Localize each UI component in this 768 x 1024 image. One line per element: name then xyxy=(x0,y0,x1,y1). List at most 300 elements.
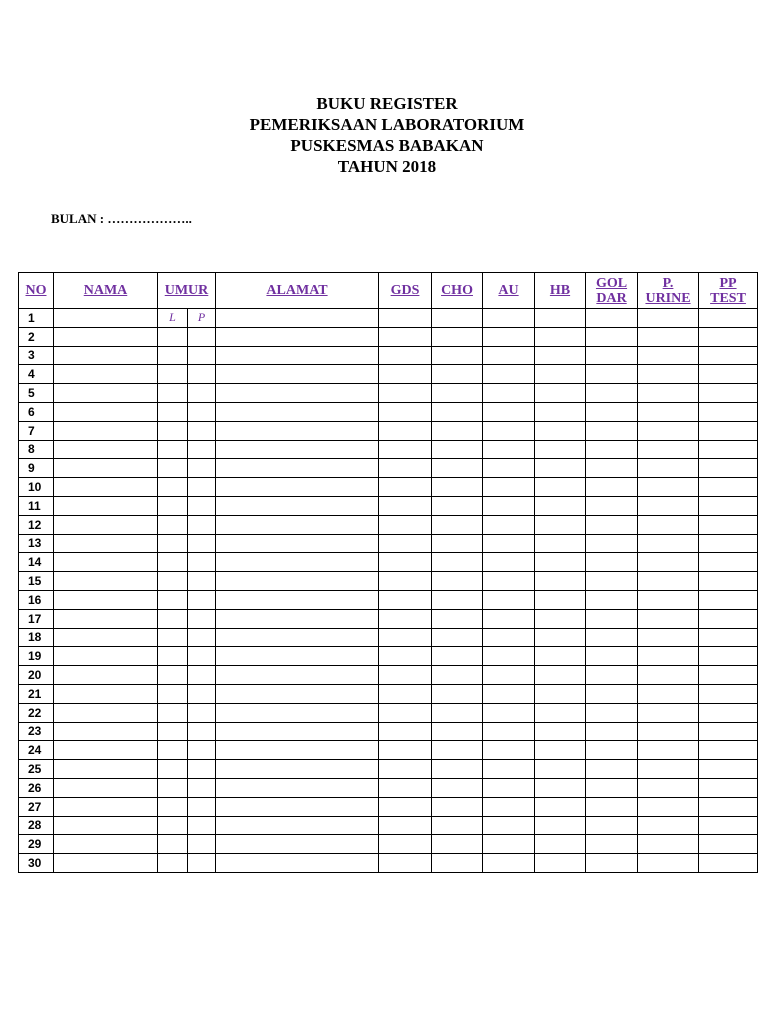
cell-gds[interactable] xyxy=(379,346,432,365)
cell-umur-l[interactable] xyxy=(158,534,188,553)
cell-gds[interactable] xyxy=(379,741,432,760)
cell-hb[interactable] xyxy=(535,365,586,384)
cell-nama[interactable] xyxy=(54,459,158,478)
cell-gds[interactable] xyxy=(379,816,432,835)
cell-p-urine[interactable] xyxy=(638,459,699,478)
cell-umur-l[interactable] xyxy=(158,703,188,722)
cell-nama[interactable] xyxy=(54,590,158,609)
cell-au[interactable] xyxy=(483,496,535,515)
cell-cho[interactable] xyxy=(432,684,483,703)
cell-alamat[interactable] xyxy=(216,459,379,478)
cell-p-urine[interactable] xyxy=(638,346,699,365)
cell-pp-test[interactable] xyxy=(699,534,758,553)
cell-au[interactable] xyxy=(483,628,535,647)
cell-umur-p[interactable] xyxy=(188,590,216,609)
cell-hb[interactable] xyxy=(535,553,586,572)
cell-p-urine[interactable] xyxy=(638,760,699,779)
cell-pp-test[interactable] xyxy=(699,741,758,760)
cell-alamat[interactable] xyxy=(216,515,379,534)
cell-au[interactable] xyxy=(483,515,535,534)
cell-cho[interactable] xyxy=(432,384,483,403)
cell-au[interactable] xyxy=(483,384,535,403)
cell-gds[interactable] xyxy=(379,647,432,666)
cell-umur-l[interactable] xyxy=(158,402,188,421)
cell-hb[interactable] xyxy=(535,703,586,722)
cell-gds[interactable] xyxy=(379,384,432,403)
cell-nama[interactable] xyxy=(54,797,158,816)
cell-hb[interactable] xyxy=(535,440,586,459)
cell-gol-dar[interactable] xyxy=(586,384,638,403)
cell-pp-test[interactable] xyxy=(699,459,758,478)
cell-umur-l[interactable] xyxy=(158,816,188,835)
cell-gol-dar[interactable] xyxy=(586,421,638,440)
cell-hb[interactable] xyxy=(535,684,586,703)
cell-au[interactable] xyxy=(483,816,535,835)
cell-au[interactable] xyxy=(483,459,535,478)
cell-p-urine[interactable] xyxy=(638,854,699,873)
cell-hb[interactable] xyxy=(535,741,586,760)
cell-p-urine[interactable] xyxy=(638,835,699,854)
cell-pp-test[interactable] xyxy=(699,478,758,497)
cell-hb[interactable] xyxy=(535,854,586,873)
cell-gol-dar[interactable] xyxy=(586,609,638,628)
cell-nama[interactable] xyxy=(54,496,158,515)
cell-hb[interactable] xyxy=(535,722,586,741)
cell-p-urine[interactable] xyxy=(638,440,699,459)
cell-umur-p[interactable] xyxy=(188,402,216,421)
cell-gds[interactable] xyxy=(379,590,432,609)
cell-cho[interactable] xyxy=(432,459,483,478)
cell-gds[interactable] xyxy=(379,478,432,497)
cell-alamat[interactable] xyxy=(216,816,379,835)
cell-alamat[interactable] xyxy=(216,421,379,440)
cell-umur-l[interactable] xyxy=(158,854,188,873)
cell-hb[interactable] xyxy=(535,402,586,421)
cell-umur-p[interactable] xyxy=(188,534,216,553)
cell-cho[interactable] xyxy=(432,647,483,666)
cell-gds[interactable] xyxy=(379,515,432,534)
cell-umur-l[interactable] xyxy=(158,835,188,854)
cell-hb[interactable] xyxy=(535,346,586,365)
cell-au[interactable] xyxy=(483,778,535,797)
cell-hb[interactable] xyxy=(535,496,586,515)
cell-gol-dar[interactable] xyxy=(586,402,638,421)
cell-pp-test[interactable] xyxy=(699,797,758,816)
cell-p-urine[interactable] xyxy=(638,534,699,553)
cell-alamat[interactable] xyxy=(216,666,379,685)
cell-gol-dar[interactable] xyxy=(586,760,638,779)
cell-cho[interactable] xyxy=(432,778,483,797)
cell-umur-p[interactable] xyxy=(188,666,216,685)
cell-gds[interactable] xyxy=(379,835,432,854)
cell-au[interactable] xyxy=(483,722,535,741)
cell-alamat[interactable] xyxy=(216,365,379,384)
cell-nama[interactable] xyxy=(54,666,158,685)
cell-umur-p[interactable] xyxy=(188,816,216,835)
cell-cho[interactable] xyxy=(432,666,483,685)
cell-umur-l[interactable] xyxy=(158,553,188,572)
cell-umur-l[interactable] xyxy=(158,421,188,440)
cell-umur-l[interactable] xyxy=(158,628,188,647)
cell-pp-test[interactable] xyxy=(699,327,758,346)
cell-nama[interactable] xyxy=(54,760,158,779)
cell-umur-l[interactable] xyxy=(158,778,188,797)
cell-gds[interactable] xyxy=(379,459,432,478)
cell-p-urine[interactable] xyxy=(638,666,699,685)
cell-umur-l[interactable] xyxy=(158,478,188,497)
cell-umur-p[interactable] xyxy=(188,421,216,440)
cell-nama[interactable] xyxy=(54,741,158,760)
cell-hb[interactable] xyxy=(535,327,586,346)
cell-cho[interactable] xyxy=(432,854,483,873)
cell-pp-test[interactable] xyxy=(699,402,758,421)
cell-au[interactable] xyxy=(483,684,535,703)
cell-umur-p[interactable] xyxy=(188,346,216,365)
cell-gol-dar[interactable] xyxy=(586,496,638,515)
cell-umur-l[interactable] xyxy=(158,797,188,816)
cell-nama[interactable] xyxy=(54,440,158,459)
cell-hb[interactable] xyxy=(535,459,586,478)
cell-nama[interactable] xyxy=(54,365,158,384)
cell-gol-dar[interactable] xyxy=(586,553,638,572)
cell-gds[interactable] xyxy=(379,666,432,685)
cell-gds[interactable] xyxy=(379,797,432,816)
cell-umur-l[interactable] xyxy=(158,515,188,534)
cell-pp-test[interactable] xyxy=(699,496,758,515)
cell-nama[interactable] xyxy=(54,835,158,854)
cell-au[interactable] xyxy=(483,797,535,816)
cell-cho[interactable] xyxy=(432,703,483,722)
cell-gds[interactable] xyxy=(379,572,432,591)
cell-umur-l[interactable] xyxy=(158,327,188,346)
cell-nama[interactable] xyxy=(54,402,158,421)
cell-gol-dar[interactable] xyxy=(586,741,638,760)
cell-umur-l[interactable] xyxy=(158,741,188,760)
cell-p-urine[interactable] xyxy=(638,402,699,421)
cell-au[interactable] xyxy=(483,609,535,628)
cell-au[interactable] xyxy=(483,309,535,328)
cell-gol-dar[interactable] xyxy=(586,590,638,609)
cell-pp-test[interactable] xyxy=(699,647,758,666)
cell-pp-test[interactable] xyxy=(699,760,758,779)
cell-gds[interactable] xyxy=(379,778,432,797)
cell-au[interactable] xyxy=(483,760,535,779)
cell-hb[interactable] xyxy=(535,835,586,854)
cell-au[interactable] xyxy=(483,741,535,760)
cell-umur-p[interactable] xyxy=(188,703,216,722)
cell-hb[interactable] xyxy=(535,778,586,797)
cell-gol-dar[interactable] xyxy=(586,666,638,685)
cell-pp-test[interactable] xyxy=(699,346,758,365)
cell-au[interactable] xyxy=(483,572,535,591)
cell-p-urine[interactable] xyxy=(638,797,699,816)
cell-gds[interactable] xyxy=(379,854,432,873)
cell-gds[interactable] xyxy=(379,327,432,346)
cell-nama[interactable] xyxy=(54,515,158,534)
cell-cho[interactable] xyxy=(432,835,483,854)
cell-alamat[interactable] xyxy=(216,346,379,365)
cell-cho[interactable] xyxy=(432,440,483,459)
cell-hb[interactable] xyxy=(535,816,586,835)
cell-cho[interactable] xyxy=(432,741,483,760)
cell-cho[interactable] xyxy=(432,760,483,779)
cell-cho[interactable] xyxy=(432,327,483,346)
cell-p-urine[interactable] xyxy=(638,515,699,534)
cell-gol-dar[interactable] xyxy=(586,778,638,797)
cell-gds[interactable] xyxy=(379,684,432,703)
cell-hb[interactable] xyxy=(535,647,586,666)
cell-au[interactable] xyxy=(483,402,535,421)
cell-umur-p[interactable] xyxy=(188,365,216,384)
cell-umur-p[interactable] xyxy=(188,741,216,760)
cell-pp-test[interactable] xyxy=(699,421,758,440)
cell-pp-test[interactable] xyxy=(699,572,758,591)
cell-alamat[interactable] xyxy=(216,722,379,741)
cell-umur-l[interactable] xyxy=(158,684,188,703)
cell-alamat[interactable] xyxy=(216,684,379,703)
cell-cho[interactable] xyxy=(432,402,483,421)
cell-umur-p[interactable] xyxy=(188,384,216,403)
cell-alamat[interactable] xyxy=(216,309,379,328)
cell-gol-dar[interactable] xyxy=(586,854,638,873)
cell-gol-dar[interactable] xyxy=(586,797,638,816)
cell-nama[interactable] xyxy=(54,703,158,722)
cell-cho[interactable] xyxy=(432,421,483,440)
cell-p-urine[interactable] xyxy=(638,421,699,440)
cell-alamat[interactable] xyxy=(216,534,379,553)
cell-gol-dar[interactable] xyxy=(586,835,638,854)
cell-hb[interactable] xyxy=(535,797,586,816)
cell-nama[interactable] xyxy=(54,572,158,591)
cell-pp-test[interactable] xyxy=(699,854,758,873)
cell-cho[interactable] xyxy=(432,628,483,647)
cell-gds[interactable] xyxy=(379,609,432,628)
cell-umur-p[interactable] xyxy=(188,684,216,703)
cell-gds[interactable] xyxy=(379,365,432,384)
cell-umur-l[interactable] xyxy=(158,384,188,403)
cell-hb[interactable] xyxy=(535,609,586,628)
cell-cho[interactable] xyxy=(432,515,483,534)
cell-alamat[interactable] xyxy=(216,590,379,609)
cell-pp-test[interactable] xyxy=(699,703,758,722)
cell-p-urine[interactable] xyxy=(638,778,699,797)
cell-gol-dar[interactable] xyxy=(586,327,638,346)
cell-gds[interactable] xyxy=(379,703,432,722)
cell-alamat[interactable] xyxy=(216,402,379,421)
cell-gol-dar[interactable] xyxy=(586,572,638,591)
cell-pp-test[interactable] xyxy=(699,722,758,741)
cell-pp-test[interactable] xyxy=(699,553,758,572)
cell-au[interactable] xyxy=(483,703,535,722)
cell-alamat[interactable] xyxy=(216,628,379,647)
cell-gol-dar[interactable] xyxy=(586,647,638,666)
cell-pp-test[interactable] xyxy=(699,835,758,854)
cell-umur-p[interactable] xyxy=(188,515,216,534)
cell-alamat[interactable] xyxy=(216,854,379,873)
cell-gol-dar[interactable] xyxy=(586,534,638,553)
cell-umur-p[interactable] xyxy=(188,496,216,515)
cell-umur-p[interactable] xyxy=(188,722,216,741)
cell-cho[interactable] xyxy=(432,590,483,609)
cell-pp-test[interactable] xyxy=(699,515,758,534)
cell-umur-p[interactable] xyxy=(188,797,216,816)
cell-cho[interactable] xyxy=(432,722,483,741)
cell-cho[interactable] xyxy=(432,478,483,497)
cell-au[interactable] xyxy=(483,666,535,685)
cell-p-urine[interactable] xyxy=(638,553,699,572)
cell-gds[interactable] xyxy=(379,309,432,328)
cell-umur-l[interactable] xyxy=(158,572,188,591)
cell-umur-p[interactable] xyxy=(188,609,216,628)
cell-p-urine[interactable] xyxy=(638,478,699,497)
cell-cho[interactable] xyxy=(432,346,483,365)
cell-p-urine[interactable] xyxy=(638,590,699,609)
cell-umur-l[interactable] xyxy=(158,722,188,741)
cell-umur-p[interactable] xyxy=(188,553,216,572)
cell-gol-dar[interactable] xyxy=(586,628,638,647)
cell-alamat[interactable] xyxy=(216,835,379,854)
cell-pp-test[interactable] xyxy=(699,666,758,685)
cell-gds[interactable] xyxy=(379,421,432,440)
cell-p-urine[interactable] xyxy=(638,384,699,403)
cell-cho[interactable] xyxy=(432,534,483,553)
cell-umur-p[interactable] xyxy=(188,647,216,666)
cell-umur-l[interactable] xyxy=(158,666,188,685)
cell-gol-dar[interactable] xyxy=(586,478,638,497)
cell-au[interactable] xyxy=(483,647,535,666)
cell-p-urine[interactable] xyxy=(638,741,699,760)
cell-p-urine[interactable] xyxy=(638,684,699,703)
cell-umur-l[interactable] xyxy=(158,459,188,478)
cell-hb[interactable] xyxy=(535,534,586,553)
cell-p-urine[interactable] xyxy=(638,628,699,647)
cell-gol-dar[interactable] xyxy=(586,346,638,365)
cell-p-urine[interactable] xyxy=(638,816,699,835)
cell-alamat[interactable] xyxy=(216,384,379,403)
cell-nama[interactable] xyxy=(54,647,158,666)
cell-p-urine[interactable] xyxy=(638,365,699,384)
cell-au[interactable] xyxy=(483,854,535,873)
cell-au[interactable] xyxy=(483,365,535,384)
cell-gol-dar[interactable] xyxy=(586,459,638,478)
cell-nama[interactable] xyxy=(54,854,158,873)
cell-alamat[interactable] xyxy=(216,478,379,497)
cell-alamat[interactable] xyxy=(216,327,379,346)
cell-pp-test[interactable] xyxy=(699,590,758,609)
cell-cho[interactable] xyxy=(432,365,483,384)
cell-alamat[interactable] xyxy=(216,778,379,797)
cell-gds[interactable] xyxy=(379,553,432,572)
cell-gol-dar[interactable] xyxy=(586,515,638,534)
cell-alamat[interactable] xyxy=(216,760,379,779)
cell-alamat[interactable] xyxy=(216,496,379,515)
cell-pp-test[interactable] xyxy=(699,609,758,628)
cell-umur-l[interactable] xyxy=(158,496,188,515)
cell-gds[interactable] xyxy=(379,760,432,779)
cell-nama[interactable] xyxy=(54,778,158,797)
cell-umur-p[interactable] xyxy=(188,628,216,647)
cell-au[interactable] xyxy=(483,590,535,609)
cell-pp-test[interactable] xyxy=(699,684,758,703)
cell-nama[interactable] xyxy=(54,722,158,741)
cell-au[interactable] xyxy=(483,327,535,346)
cell-umur-l[interactable] xyxy=(158,609,188,628)
cell-pp-test[interactable] xyxy=(699,440,758,459)
cell-cho[interactable] xyxy=(432,797,483,816)
cell-au[interactable] xyxy=(483,835,535,854)
cell-cho[interactable] xyxy=(432,553,483,572)
cell-au[interactable] xyxy=(483,346,535,365)
cell-hb[interactable] xyxy=(535,760,586,779)
cell-umur-p[interactable] xyxy=(188,760,216,779)
cell-cho[interactable] xyxy=(432,609,483,628)
cell-cho[interactable] xyxy=(432,816,483,835)
cell-nama[interactable] xyxy=(54,609,158,628)
cell-nama[interactable] xyxy=(54,384,158,403)
cell-pp-test[interactable] xyxy=(699,365,758,384)
cell-pp-test[interactable] xyxy=(699,816,758,835)
cell-hb[interactable] xyxy=(535,666,586,685)
cell-alamat[interactable] xyxy=(216,741,379,760)
cell-hb[interactable] xyxy=(535,515,586,534)
cell-nama[interactable] xyxy=(54,816,158,835)
cell-nama[interactable] xyxy=(54,553,158,572)
cell-alamat[interactable] xyxy=(216,609,379,628)
cell-alamat[interactable] xyxy=(216,703,379,722)
cell-gol-dar[interactable] xyxy=(586,703,638,722)
cell-p-urine[interactable] xyxy=(638,309,699,328)
cell-gds[interactable] xyxy=(379,440,432,459)
cell-p-urine[interactable] xyxy=(638,703,699,722)
cell-alamat[interactable] xyxy=(216,647,379,666)
cell-nama[interactable] xyxy=(54,309,158,328)
cell-pp-test[interactable] xyxy=(699,309,758,328)
cell-alamat[interactable] xyxy=(216,553,379,572)
cell-nama[interactable] xyxy=(54,628,158,647)
cell-umur-p[interactable] xyxy=(188,854,216,873)
cell-umur-p[interactable] xyxy=(188,778,216,797)
cell-gol-dar[interactable] xyxy=(586,816,638,835)
cell-nama[interactable] xyxy=(54,346,158,365)
cell-umur-p[interactable] xyxy=(188,459,216,478)
cell-cho[interactable] xyxy=(432,309,483,328)
cell-umur-l[interactable] xyxy=(158,760,188,779)
cell-pp-test[interactable] xyxy=(699,778,758,797)
cell-alamat[interactable] xyxy=(216,440,379,459)
cell-cho[interactable] xyxy=(432,496,483,515)
cell-hb[interactable] xyxy=(535,590,586,609)
cell-p-urine[interactable] xyxy=(638,496,699,515)
cell-au[interactable] xyxy=(483,478,535,497)
cell-nama[interactable] xyxy=(54,327,158,346)
cell-nama[interactable] xyxy=(54,478,158,497)
cell-nama[interactable] xyxy=(54,421,158,440)
cell-umur-l[interactable] xyxy=(158,346,188,365)
cell-hb[interactable] xyxy=(535,421,586,440)
cell-au[interactable] xyxy=(483,421,535,440)
cell-hb[interactable] xyxy=(535,572,586,591)
cell-p-urine[interactable] xyxy=(638,572,699,591)
cell-nama[interactable] xyxy=(54,684,158,703)
cell-gol-dar[interactable] xyxy=(586,722,638,741)
cell-hb[interactable] xyxy=(535,384,586,403)
cell-nama[interactable] xyxy=(54,534,158,553)
cell-au[interactable] xyxy=(483,534,535,553)
cell-gds[interactable] xyxy=(379,496,432,515)
cell-umur-p[interactable] xyxy=(188,572,216,591)
cell-gol-dar[interactable] xyxy=(586,365,638,384)
cell-umur-l[interactable] xyxy=(158,365,188,384)
